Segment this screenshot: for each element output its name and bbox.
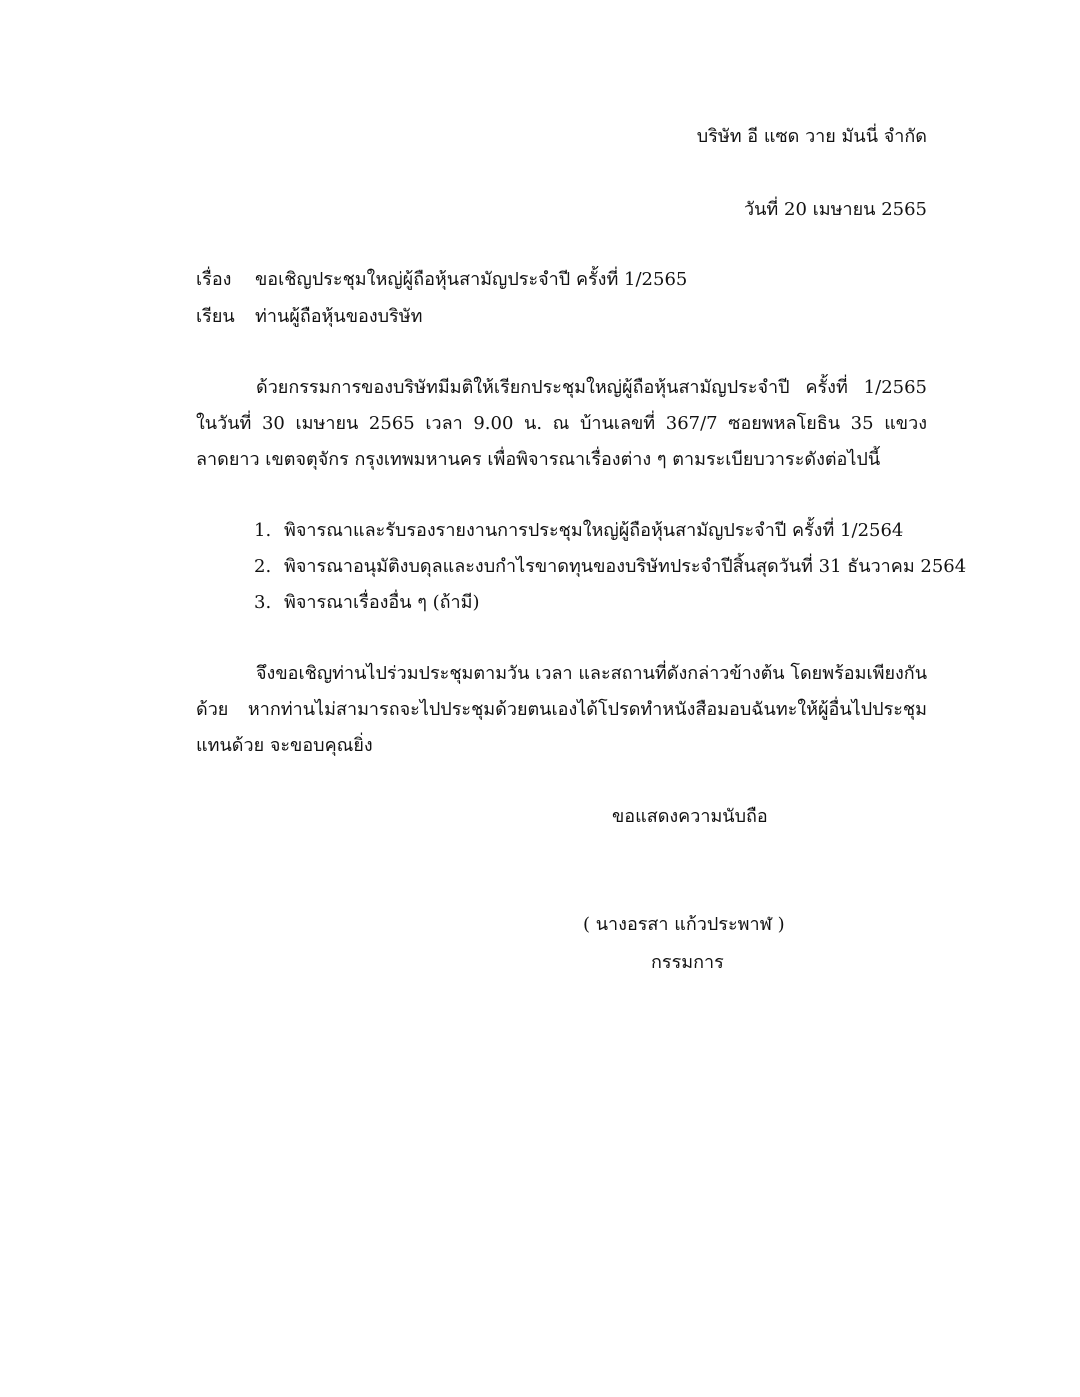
agenda-item-text: พิจารณาและรับรองรายงานการประชุมใหญ่ผู้ถือหุ้นสามัญประจำปี ครั้งที่ 1/2564 <box>284 520 904 541</box>
subject-text: ขอเชิญประชุมใหญ่ผู้ถือหุ้นสามัญประจำปี ครั้งที่ 1/2565 <box>255 269 688 290</box>
agenda-item-number: 1. <box>254 520 272 541</box>
agenda-item-text: พิจารณาเรื่องอื่น ๆ (ถ้ามี) <box>284 592 480 613</box>
agenda-item-number: 2. <box>254 556 272 577</box>
body-paragraph-2 <box>196 656 927 764</box>
body-paragraph-1 <box>196 370 927 478</box>
document-date: วันที่ 20 เมษายน 2565 <box>744 199 927 220</box>
agenda-item <box>254 555 966 579</box>
signatory-title: กรรมการ <box>651 952 724 973</box>
recipient-text: ท่านผู้ถือหุ้นของบริษัท <box>255 306 423 327</box>
body-paragraph-1-text: ด้วยกรรมการของบริษัทมีมติให้เรียกประชุมใหญ่ผู้ถือหุ้นสามัญประจำปี ครั้งที่ 1/2565 ในวันที่ 30 เมษายน 2565 เวลา 9.00 น. ณ บ้านเลขที่ 367/7 ซอยพหลโยธิน 35 แขวงลาดยาว เขตจตุจักร กรุงเทพมหานคร เพื่อพิจารณาเรื่องต่าง ๆ ตามระเบียบวาระดังต่อไปนี้ <box>196 377 927 470</box>
agenda-item <box>254 591 480 615</box>
subject-label: เรื่อง <box>196 269 232 290</box>
agenda-item <box>254 519 903 543</box>
body-paragraph-2-text: จึงขอเชิญท่านไปร่วมประชุมตามวัน เวลา และสถานที่ดังกล่าวข้างต้น โดยพร้อมเพียงกันด้วย หากท่านไม่สามารถจะไปประชุมด้วยตนเองได้โปรดทำหนังสือมอบฉันทะให้ผู้อื่นไปประชุมแทนด้วย จะขอบคุณยิ่ง <box>196 663 927 756</box>
agenda-item-text: พิจารณาอนุมัติงบดุลและงบกำไรขาดทุนของบริษัทประจำปีสิ้นสุดวันที่ 31 ธันวาคม 2564 <box>284 556 967 577</box>
agenda-item-number: 3. <box>254 592 272 613</box>
company-name: บริษัท อี แซด วาย มันนี่ จำกัด <box>696 126 927 147</box>
recipient-label: เรียน <box>196 306 235 327</box>
closing-phrase: ขอแสดงความนับถือ <box>612 806 768 827</box>
signatory-name: ( นางอรสา แก้วประพาฬ ) <box>583 914 785 935</box>
